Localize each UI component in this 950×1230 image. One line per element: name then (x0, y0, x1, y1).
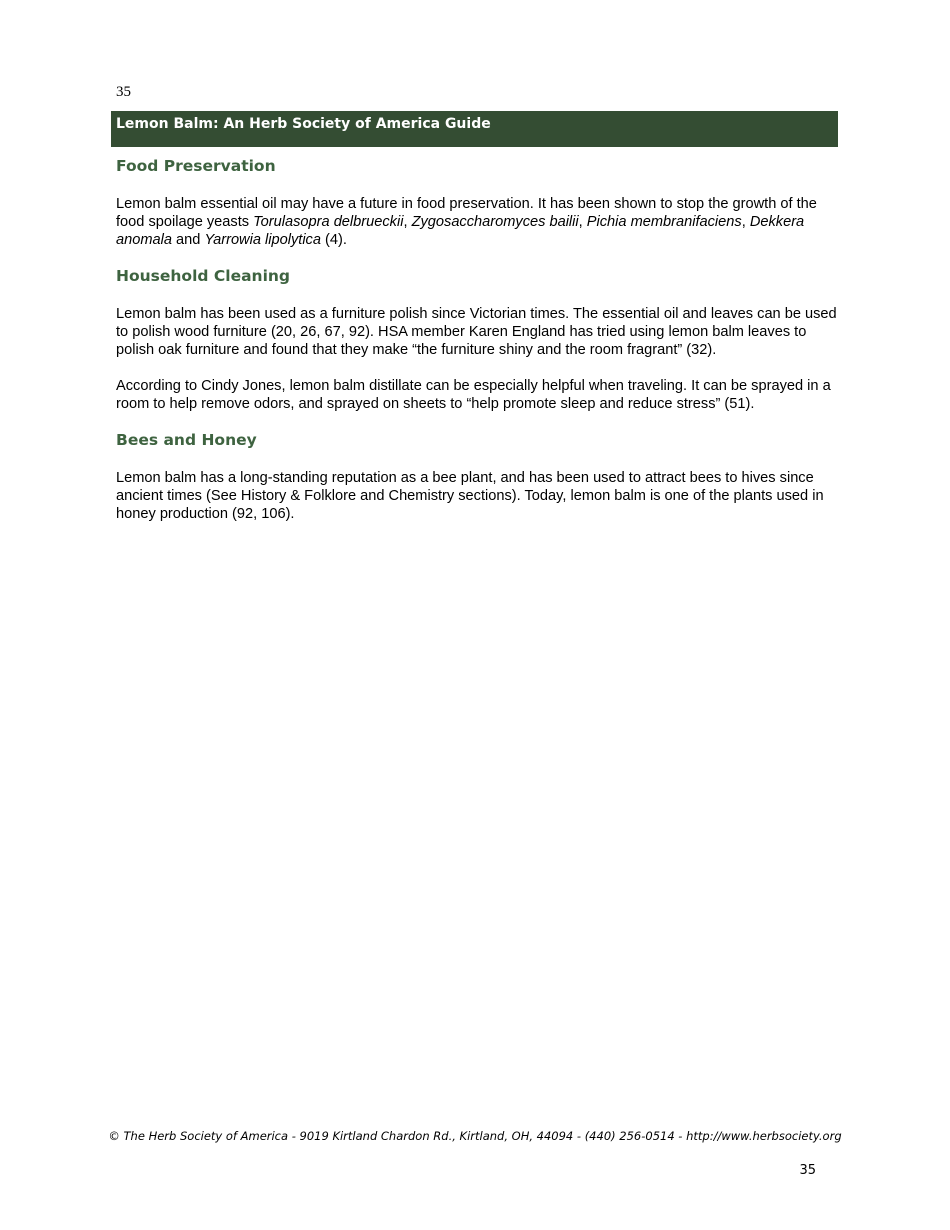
page-footer (0, 1128, 950, 1144)
page-number-top: 35 (116, 84, 131, 100)
page-number-bottom: 35 (799, 1163, 816, 1178)
section-heading-household-cleaning: Household Cleaning (116, 267, 291, 285)
document-title: Lemon Balm: An Herb Society of America Guide (116, 116, 491, 132)
section-heading-food-preservation: Food Preservation (116, 157, 276, 175)
paragraph-furniture-polish: Lemon balm has been used as a furniture polish since Victorian times. The essential oil and leaves can be used to polish wood furniture (20, 26, 67, 92). HSA member Karen England has tried using lemon balm leaves to polish oak furniture and found that they make “the furniture shiny and the room fragrant” (32). (116, 306, 837, 358)
species-name: Zygosaccharomyces bailii (411, 214, 579, 230)
species-name: Torulasopra delbrueckii (253, 214, 404, 230)
species-name: Yarrowia lipolytica (204, 232, 321, 248)
document-title-bar (111, 111, 838, 147)
species-name: Pichia membranifaciens (586, 214, 742, 230)
text-run: Lemon balm essential oil may have a future in food preservation. It has been shown to stop the growth of the food spoilage yeasts (116, 196, 817, 230)
section-heading-bees-and-honey: Bees and Honey (116, 431, 257, 449)
text-run: (4). (320, 232, 347, 248)
text-run: , (403, 214, 412, 230)
species-name: Dekkera anomala (116, 214, 805, 248)
text-run: , (578, 214, 587, 230)
paragraph-food-preservation (116, 195, 838, 249)
text-run: and (171, 232, 205, 248)
paragraph-bees-and-honey: Lemon balm has a long-standing reputation as a bee plant, and has been used to attract bees to hives since ancient times (See History & Folklore and Chemistry sections). Today, lemon balm is one of the plants used in honey production (92, 106). (116, 470, 824, 522)
text-run: , (741, 214, 750, 230)
footer-text: © The Herb Society of America - 9019 Kirtland Chardon Rd., Kirtland, OH, 44094 - (440) 256-0514 - http://www.herbsociety.org (108, 1129, 842, 1143)
paragraph-distillate: According to Cindy Jones, lemon balm distillate can be especially helpful when traveling. It can be sprayed in a room to help remove odors, and sprayed on sheets to “help promote sleep and reduce stress” (51). (116, 378, 831, 412)
page-content (116, 156, 838, 523)
